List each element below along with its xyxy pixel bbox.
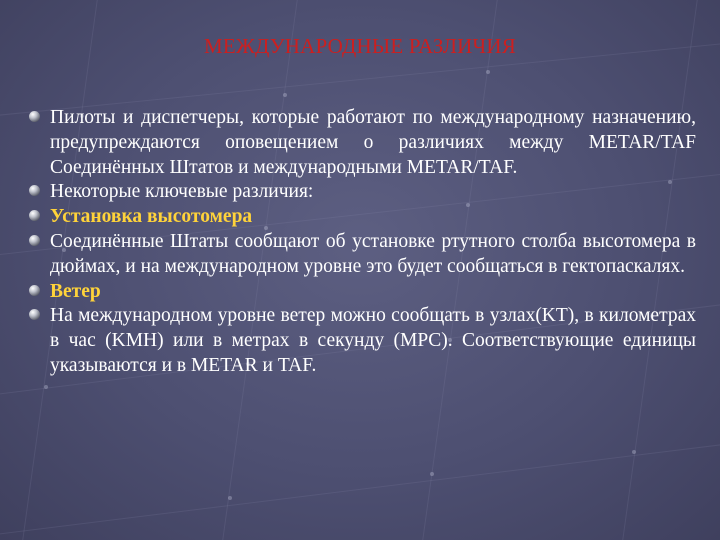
bullet-item — [28, 180, 696, 205]
bullet-heading: Ветер — [50, 280, 101, 302]
bullet-heading: Установка высотомера — [50, 206, 253, 228]
bullet-item — [28, 304, 696, 378]
sphere-bullet-icon — [29, 235, 40, 246]
bullet-item — [28, 205, 696, 230]
sphere-bullet-icon — [29, 210, 40, 221]
bullet-item — [28, 280, 696, 305]
bullet-list — [28, 106, 696, 379]
bullet-text: Соединённые Штаты сообщают об установке ртутного столба высотомера в дюймах, и на международном уровне это будет сообщаться в гектопаскалях. — [50, 230, 696, 277]
sphere-bullet-icon — [29, 185, 40, 196]
slide-title: МЕЖДУНАРОДНЫЕ РАЗЛИЧИЯ — [204, 34, 516, 58]
bullet-item — [28, 230, 696, 280]
bullet-item — [28, 106, 696, 180]
bullet-text: Пилоты и диспетчеры, которые работают по международному назначению, предупреждаются оповещением о различиях между METAR/TAF Соединённых Штатов и международными METAR/TAF. — [50, 107, 696, 178]
bullet-text: На международном уровне ветер можно сообщать в узлах(KT), в километрах в час (KMH) или в метрах в секунду (MPC). Соответствующие единицы указываются и в METAR и TAF. — [50, 305, 696, 376]
sphere-bullet-icon — [29, 111, 40, 122]
bullet-text: Некоторые ключевые различия: — [50, 181, 314, 203]
sphere-bullet-icon — [29, 285, 40, 296]
sphere-bullet-icon — [29, 309, 40, 320]
